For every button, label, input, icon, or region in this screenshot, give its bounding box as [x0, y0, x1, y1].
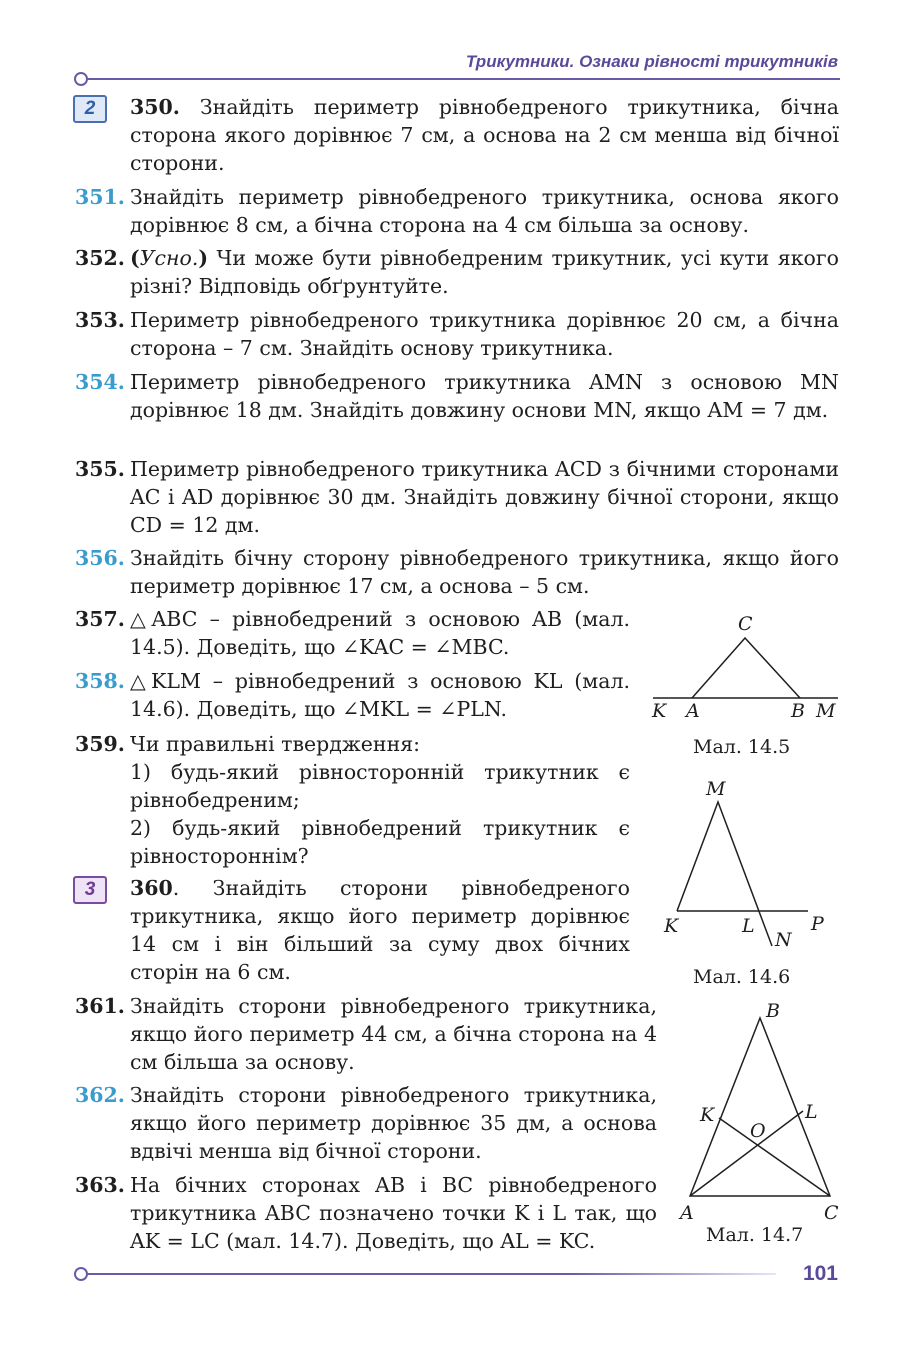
problem-text: Чи може бути рівнобедреним трикутник, усі кути якого різні? Відповідь обґрунтуйте.: [130, 246, 839, 298]
statement-1: 1) будь-який рівносторонній трикутник є рівнобедреним;: [130, 760, 630, 812]
problem-text: Знайдіть сторони рівнобедреного трикутника, якщо його периметр дорівнює 35 дм, а основа вдвічі менша від бічної сторони.: [130, 1083, 657, 1163]
figure-caption: Мал. 14.6: [693, 966, 791, 988]
problem-354: [75, 368, 839, 424]
label-P: P: [811, 913, 824, 935]
problem-359: [75, 730, 630, 870]
problem-number: 361.: [75, 994, 125, 1018]
label-A: A: [686, 700, 700, 722]
problem-351: [75, 183, 839, 239]
problem-text: . Знайдіть сторони рівнобедреного трикутника, якщо його периметр дорівнює 14 см і він більший за суму двох бічних сторін на 6 см.: [130, 876, 630, 984]
label-K: K: [652, 700, 667, 722]
problem-text: Периметр рівнобедреного трикутника ACD з бічними сторонами AC і AD дорівнює 30 дм. Знайдіть довжину бічної сторони, якщо CD = 12 дм.: [130, 457, 839, 537]
figure-caption: Мал. 14.5: [693, 736, 791, 758]
problem-353: [75, 306, 839, 362]
problem-358: [75, 667, 630, 723]
label-A: A: [680, 1202, 694, 1224]
header-rule-circle: [74, 72, 88, 86]
problem-text: △KLM – рівнобедрений з основою KL (мал. 14.6). Доведіть, що ∠MKL = ∠PLN.: [130, 669, 630, 721]
header-rule: [86, 78, 840, 80]
problem-361: [75, 992, 657, 1076]
problem-number: 358.: [75, 669, 125, 693]
page-number: 101: [802, 1262, 838, 1285]
problem-number: 356.: [75, 546, 125, 570]
problem-number: 359.: [75, 732, 125, 756]
problem-number: 362.: [75, 1083, 125, 1107]
problem-357: [75, 605, 630, 661]
problem-360: [75, 874, 630, 986]
problem-text: На бічних сторонах AB і BC рівнобедреного трикутника ABC позначено точки K і L так, що AK = LC (мал. 14.7). Доведіть, що AL = KC.: [130, 1173, 657, 1253]
problem-text: Периметр рівнобедреного трикутника AMN з основою MN дорівнює 18 дм. Знайдіть довжину основи MN, якщо AM = 7 дм.: [130, 370, 839, 422]
label-N: N: [775, 929, 792, 951]
problem-number: 360: [130, 876, 173, 900]
problem-356: [75, 544, 839, 600]
label-M: M: [706, 778, 726, 800]
problem-text: Знайдіть периметр рівнобедреного трикутника, бічна сторона якого дорівнює 7 см, а основа на 2 см менша від бічної сторони.: [130, 95, 839, 175]
label-C: C: [824, 1202, 839, 1224]
problem-number: 352.: [75, 246, 125, 270]
problem-text: Чи правильні твердження:: [130, 732, 421, 756]
problem-text: Знайдіть бічну сторону рівнобедреного трикутника, якщо його периметр дорівнює 17 см, а основа – 5 см.: [130, 546, 839, 598]
label-C: C: [738, 613, 753, 635]
label-L: L: [742, 915, 755, 937]
oral-note: Усно.: [139, 246, 199, 270]
problem-text: Периметр рівнобедреного трикутника дорівнює 20 см, а бічна сторона – 7 см. Знайдіть основу трикутника.: [130, 308, 839, 360]
label-O: O: [750, 1120, 766, 1142]
problem-text: Знайдіть сторони рівнобедреного трикутника, якщо його периметр 44 см, а бічна сторона на 4 см більша за основу.: [130, 994, 657, 1074]
level-3-badge: 3: [73, 876, 107, 904]
problem-text: △ABC – рівнобедрений з основою AB (мал. 14.5). Доведіть, що ∠KAC = ∠MBC.: [130, 607, 630, 659]
label-M: M: [816, 700, 836, 722]
chapter-title: Трикутники. Ознаки рівності трикутників: [465, 52, 838, 71]
label-K: K: [664, 915, 679, 937]
label-L: L: [805, 1101, 818, 1123]
problem-number: 351.: [75, 185, 125, 209]
label-K: K: [700, 1104, 715, 1126]
footer-rule-circle: [74, 1267, 88, 1281]
figure-14-6: [660, 778, 840, 956]
problem-number: 354.: [75, 370, 125, 394]
figure-14-5: [648, 610, 848, 725]
problem-number: 350.: [130, 95, 180, 119]
problem-number: 363.: [75, 1173, 125, 1197]
problem-363: [75, 1171, 657, 1255]
problem-number: 357.: [75, 607, 125, 631]
figure-14-7: [672, 998, 852, 1224]
problem-350: [75, 93, 839, 177]
level-2-badge: 2: [73, 95, 107, 123]
statement-2: 2) будь-який рівнобедрений трикутник є рівностороннім?: [130, 816, 630, 868]
problem-355: [75, 455, 839, 539]
figure-caption: Мал. 14.7: [706, 1224, 804, 1246]
label-B: B: [791, 700, 805, 722]
footer-rule: [86, 1273, 776, 1275]
problem-number: 355.: [75, 457, 125, 481]
problem-362: [75, 1081, 657, 1165]
problem-text: Знайдіть периметр рівнобедреного трикутника, основа якого дорівнює 8 см, а бічна сторона на 4 см більша за основу.: [130, 185, 839, 237]
label-B: B: [766, 1000, 780, 1022]
problem-number: 353.: [75, 308, 125, 332]
problem-352: 352. (Усно.) Чи може бути рівнобедреним трикутник, усі кути якого різні? Відповідь обґрунтуйте.: [75, 246, 839, 298]
